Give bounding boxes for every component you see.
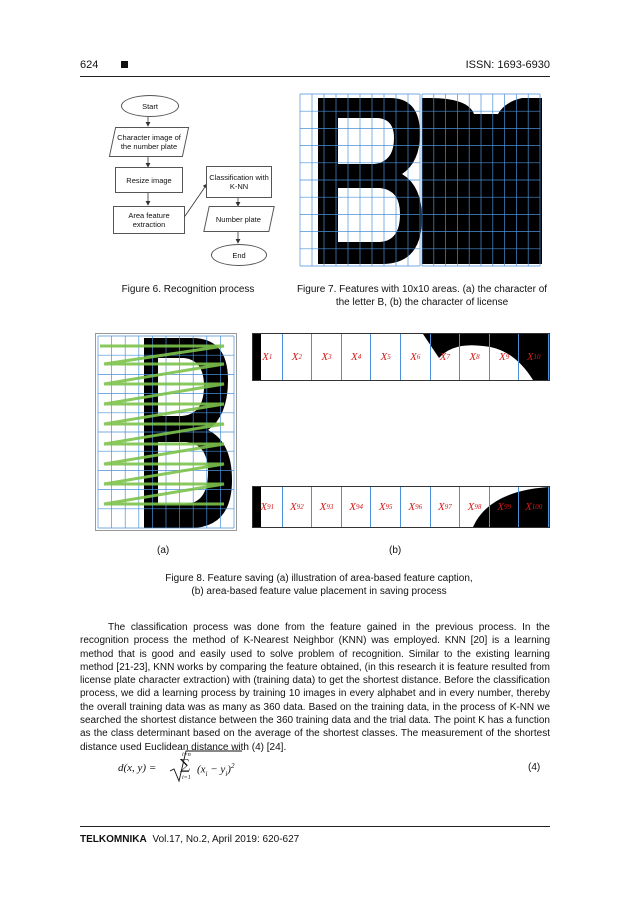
feature-label-index: 9	[505, 353, 510, 361]
figure-8a-image	[95, 333, 237, 531]
footer	[80, 834, 299, 845]
figure-7-caption: Figure 7. Features with 10x10 areas. (a) the character of the letter B, (b) the character of license	[296, 284, 548, 308]
feature-label-index: 91	[267, 503, 275, 511]
feature-label-cell	[253, 487, 283, 527]
figure-8-caption-line2: (b) area-based feature value placement in saving process	[191, 586, 447, 597]
feature-label-letter: X	[380, 351, 388, 363]
feature-label-index: 4	[357, 353, 362, 361]
feature-label-letter: X	[467, 501, 475, 513]
feature-label-index: 7	[446, 353, 450, 361]
feature-label-letter: X	[291, 351, 299, 363]
feature-label-cell	[490, 487, 520, 527]
body-paragraph: The classification process was done from the feature gained in the previous process. In the recognition process the method of K-Nearest Neighbor (KNN) was employed. KNN [20] is a learning method that is good and easily used to solve problem of recognition. Similar to the existing learning method [21-23], KNN works by comparing the feature obtained, (in this research it is feature resulted from license plate character extraction) with (training data) to get the shortest distance. Before the classification process, we did a learning process by training 10 images in every alphabet and in every number, thereby the overall training data was as many as 360 data. Based on the training data, in the process of K-NN we searched the shortest distance between the 360 training data and the trial data. The point K has a function as the class determinant based on the average of the shortest classes. The measurement of the shortest distance used Euclidean distance with (4) [24].	[80, 622, 550, 753]
feature-label-cell	[342, 334, 372, 380]
flowchart-number-plate	[203, 206, 275, 232]
footer-journal: TELKOMNIKA	[80, 834, 147, 845]
equation-close: )	[227, 763, 231, 776]
equation-term	[197, 762, 234, 778]
feature-label-index: 8	[476, 353, 480, 361]
feature-label-letter: X	[525, 501, 532, 513]
equation-sub-i2: i	[225, 769, 228, 778]
feature-label-letter: X	[290, 501, 297, 513]
figure-8-label-a: (a)	[157, 545, 170, 556]
feature-label-cell	[371, 334, 401, 380]
feature-label-index: 94	[355, 503, 363, 511]
figure-7-characters	[298, 92, 542, 270]
figure-8-caption-line1: Figure 8. Feature saving (a) illustration of area-based feature caption,	[165, 573, 473, 584]
feature-label-cell	[253, 334, 283, 380]
feature-label-letter: X	[526, 351, 534, 363]
feature-label-cell	[519, 487, 549, 527]
feature-label-cell	[519, 334, 549, 380]
feature-label-cell	[371, 487, 401, 527]
feature-label-cell	[283, 487, 313, 527]
feature-label-cell	[342, 487, 372, 527]
issn: ISSN: 1693-6930	[465, 59, 550, 71]
flowchart-classification: Classification with K-NN	[206, 166, 272, 198]
feature-label-index: 10	[533, 353, 541, 361]
feature-label-letter: X	[410, 351, 417, 363]
feature-label-letter: X	[439, 351, 447, 363]
feature-label-index: 3	[328, 353, 332, 361]
feature-label-index: 99	[503, 503, 511, 511]
flowchart-char-image-label: Character image of the number plate	[117, 133, 181, 151]
feature-label-letter: X	[319, 501, 327, 513]
equation-number: (4)	[528, 762, 541, 773]
feature-label-index: 98	[474, 503, 482, 511]
feature-label-index: 100	[531, 503, 543, 511]
feature-label-letter: X	[438, 501, 445, 513]
equation-minus-y: − y	[207, 763, 226, 776]
feature-label-index: 96	[415, 503, 423, 511]
feature-label-letter: X	[260, 501, 268, 513]
feature-label-letter: X	[497, 501, 504, 513]
feature-label-index: 93	[326, 503, 334, 511]
footer-rule	[80, 826, 550, 827]
header-rule	[80, 76, 550, 77]
figure-6-caption: Figure 6. Recognition process	[121, 284, 255, 295]
equation-sub-i1: i	[205, 769, 208, 778]
figure-8b-row2	[252, 486, 550, 528]
feature-label-letter: X	[350, 351, 358, 363]
feature-label-index: 92	[296, 503, 304, 511]
feature-label-cell	[401, 334, 431, 380]
feature-label-letter: X	[469, 351, 477, 363]
feature-label-cell	[312, 487, 342, 527]
figure-8b-row1	[252, 333, 550, 381]
feature-label-letter: X	[498, 351, 506, 363]
feature-label-index: 5	[387, 353, 391, 361]
flowchart-char-image	[109, 127, 189, 157]
footer-info: Vol.17, No.2, April 2019: 620-627	[152, 834, 300, 845]
feature-label-cell	[431, 487, 461, 527]
page-number: 624	[80, 59, 99, 71]
feature-label-index: 97	[444, 503, 452, 511]
feature-label-index: 2	[298, 353, 302, 361]
equation-sum-symbol: ∑	[180, 757, 190, 773]
flowchart-end: End	[211, 244, 267, 266]
figure-7-image	[298, 92, 542, 270]
equation-lhs: d(x, y) =	[118, 762, 157, 774]
flowchart-resize: Resize image	[115, 167, 183, 193]
feature-label-letter: X	[349, 501, 356, 513]
feature-label-letter: X	[408, 501, 416, 513]
header-square-icon	[121, 61, 128, 68]
figure-8a-drawing	[96, 334, 236, 530]
equation-lower-limit: i=1	[182, 775, 191, 781]
feature-label-cell	[460, 487, 490, 527]
feature-label-cell	[490, 334, 520, 380]
feature-label-letter: X	[262, 351, 269, 363]
feature-label-cell	[312, 334, 342, 380]
figure-8-caption	[110, 572, 528, 598]
equation-upper-limit: i=n	[182, 752, 191, 758]
feature-label-cell	[401, 487, 431, 527]
figure-8-label-b: (b)	[389, 545, 402, 556]
feature-label-cell	[460, 334, 490, 380]
flowchart-number-plate-label: Number plate	[216, 214, 262, 224]
equation-power: 2	[230, 762, 235, 770]
feature-label-index: 95	[385, 503, 393, 511]
feature-label-letter: X	[321, 351, 329, 363]
feature-label-cell	[431, 334, 461, 380]
feature-label-index: 6	[416, 353, 421, 361]
feature-label-cell	[283, 334, 313, 380]
feature-label-index: 1	[268, 353, 273, 361]
feature-label-letter: X	[378, 501, 386, 513]
flowchart-area-feature: Area feature extraction	[113, 206, 185, 234]
flowchart-start: Start	[121, 95, 179, 117]
equation-term-x: (x	[197, 763, 206, 776]
